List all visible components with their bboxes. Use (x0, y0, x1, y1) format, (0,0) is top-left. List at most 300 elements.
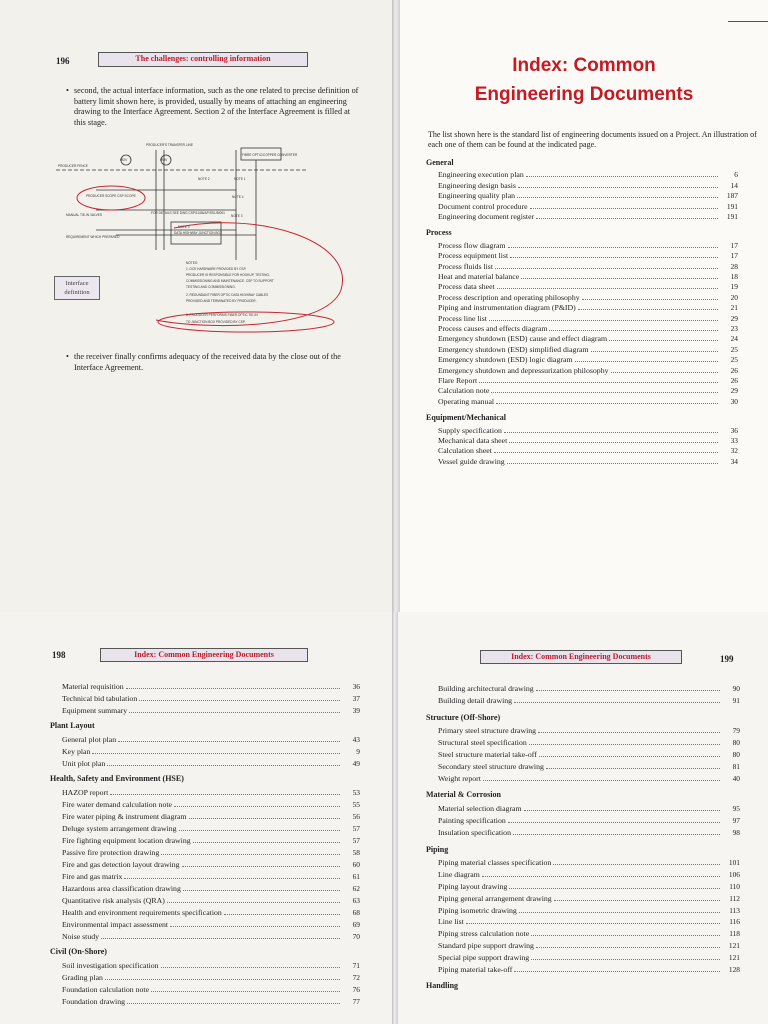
entry-label: Engineering execution plan (438, 170, 524, 180)
label-data-highway: DATA HIGHWAY JUNCTION BOX (174, 231, 223, 235)
index-entry (438, 272, 738, 281)
entry-label: Equipment summary (62, 706, 128, 715)
entry-label: Building architectural drawing (438, 684, 534, 693)
dot-leader (553, 863, 720, 865)
book-gutter-top (392, 0, 400, 612)
entry-page-number: 62 (352, 884, 360, 893)
entry-page-number: 19 (730, 282, 738, 292)
note-line: TO JUNCTION BOX PROVIDED BY CSP. (186, 320, 246, 324)
index-title-line-2: Engineering Documents (474, 84, 694, 105)
dot-leader (151, 990, 340, 992)
index-entry (62, 824, 360, 833)
dot-leader (129, 711, 340, 713)
entry-label: Calculation note (438, 386, 490, 396)
section-heading: Health, Safety and Environment (HSE) (50, 774, 184, 783)
index-entry (62, 788, 360, 797)
index-intro: The list shown here is the standard list of engineering documents issued on a Project. An illustration of each one of them can be found at the indicated page. (428, 130, 757, 149)
entry-label: Emergency shutdown (ESD) simplified diagram (438, 344, 589, 354)
entry-page-number: 25 (730, 355, 738, 365)
index-entry (438, 324, 738, 333)
dot-leader (107, 764, 340, 766)
index-entry (62, 997, 360, 1006)
label-manual-valves: MANUAL TIE-IN VALVES (66, 213, 103, 217)
index-title-line-1: Index: Common (512, 55, 656, 76)
dot-leader (183, 889, 340, 891)
dot-leader (92, 752, 340, 754)
entry-label: Fire water piping & instrument diagram (62, 812, 187, 821)
index-entry (438, 181, 738, 190)
entry-page-number: 90 (732, 684, 740, 693)
entry-page-number: 43 (352, 735, 360, 744)
entry-page-number: 60 (352, 860, 360, 869)
entry-label: Piping and instrumentation diagram (P&ID) (438, 303, 576, 313)
page-199 (398, 612, 768, 1024)
bullet-dot: • (66, 352, 69, 361)
dot-leader (224, 913, 340, 915)
dot-leader (514, 701, 720, 703)
entry-page-number: 69 (352, 920, 360, 929)
entry-page-number: 112 (729, 893, 740, 903)
entry-page-number: 80 (732, 738, 740, 748)
entry-page-number: 14 (730, 180, 738, 190)
section-heading: Structure (Off-Shore) (426, 712, 501, 722)
index-entry (62, 682, 360, 691)
entry-page-number: 187 (726, 191, 738, 201)
dot-leader (539, 755, 720, 757)
label-producer-transfer: PRODUCER'S TRANSFER LINE (146, 143, 193, 147)
dot-leader (124, 877, 340, 879)
entry-label: Piping general arrangement drawing (438, 893, 552, 903)
index-entry (438, 906, 740, 915)
entry-page-number: 79 (732, 726, 740, 736)
dot-leader (489, 319, 718, 321)
label-note-3b: NOTE 3 (178, 225, 190, 229)
entry-page-number: 72 (352, 973, 360, 982)
dot-leader (546, 767, 720, 769)
dot-leader (508, 821, 720, 823)
page-header-box: Index: Common Engineering Documents (480, 650, 682, 664)
dot-leader (536, 946, 720, 948)
index-entry (438, 202, 738, 211)
bullet-text: the receiver finally confirms adequacy of the received data by the close out of the Interface Agreement. (74, 352, 341, 372)
entry-label: Fire water demand calculation note (62, 800, 172, 809)
dot-leader (193, 841, 340, 843)
label-mov-2: MOV (160, 158, 168, 162)
entry-label: Steel structure material take-off (438, 750, 537, 759)
index-entry (62, 848, 360, 857)
entry-page-number: 53 (352, 788, 360, 797)
bullet-dot: • (66, 86, 69, 95)
entry-page-number: 36 (352, 682, 360, 691)
entry-label: Document control procedure (438, 201, 528, 211)
entry-label: Foundation drawing (62, 997, 126, 1006)
entry-page-number: 20 (730, 292, 738, 302)
dot-leader (507, 462, 718, 464)
entry-page-number: 95 (732, 804, 740, 814)
dot-leader (582, 298, 718, 300)
dot-leader (105, 978, 340, 980)
dot-leader (518, 186, 718, 188)
entry-label: Material selection diagram (438, 804, 522, 814)
entry-page-number: 98 (732, 827, 740, 837)
index-entry (438, 355, 738, 364)
section-heading: Process (426, 228, 452, 238)
label-note-3a: NOTE 3 (231, 214, 243, 218)
dot-leader (510, 256, 718, 258)
index-entry (438, 816, 740, 825)
index-entry (438, 457, 738, 466)
entry-label: Line list (438, 917, 464, 927)
index-entry (438, 941, 740, 950)
entry-page-number: 77 (352, 997, 360, 1006)
entry-label: Piping isometric drawing (438, 905, 517, 915)
entry-label: Insulation specification (438, 827, 511, 837)
entry-label: Process flow diagram (438, 240, 506, 250)
entry-label: Process causes and effects diagram (438, 324, 548, 333)
entry-page-number: 106 (728, 870, 740, 880)
index-entry (438, 894, 740, 903)
entry-page-number: 91 (732, 695, 740, 705)
entry-label: Noise study (62, 932, 100, 941)
page-header-box: The challenges: controlling information (98, 52, 308, 67)
dot-leader (513, 833, 720, 835)
note-line: TESTING AND COMMISSIONING. (186, 285, 236, 289)
index-entry (438, 366, 738, 375)
entry-page-number: 25 (730, 344, 738, 354)
dot-leader (466, 922, 720, 924)
entry-page-number: 34 (730, 456, 738, 466)
note-line: 3. PRODUCER PERFORMS FIBER OPTIC TIE-IN (186, 313, 258, 317)
entry-label: Line diagram (438, 870, 480, 880)
label-producer-scope: PRODUCER SCOPE CSP SCOPE (86, 194, 136, 198)
entry-label: Emergency shutdown and depressurization philosophy (438, 365, 609, 375)
entry-page-number: 68 (352, 908, 360, 917)
entry-label: Fire fighting equipment location drawing (62, 836, 191, 845)
entry-page-number: 30 (730, 396, 738, 406)
entry-label: Fire and gas matrix (62, 872, 123, 881)
index-entry (438, 738, 740, 747)
entry-page-number: 21 (730, 303, 738, 313)
index-entry (438, 282, 738, 291)
entry-label: Engineering document register (438, 212, 535, 221)
index-entry (438, 191, 738, 200)
entry-page-number: 36 (730, 425, 738, 435)
entry-page-number: 56 (352, 812, 360, 821)
entry-page-number: 29 (730, 386, 738, 396)
index-entry (62, 836, 360, 845)
entry-label: Deluge system arrangement drawing (62, 824, 177, 833)
section-heading: General (426, 158, 454, 167)
entry-label: Foundation calculation note (62, 985, 150, 994)
label-producer-fence: PRODUCER FENCE (58, 164, 88, 168)
dot-leader (554, 899, 720, 901)
dot-leader (189, 817, 340, 819)
entry-page-number: 33 (730, 436, 738, 445)
bullet-interface-info (66, 86, 362, 128)
label-note-2: NOTE 2 (198, 177, 210, 181)
entry-page-number: 24 (730, 334, 738, 344)
entry-page-number: 32 (730, 446, 738, 456)
index-entry (62, 908, 360, 917)
dot-leader (509, 441, 718, 443)
index-entry (438, 750, 740, 759)
note-line: COMMISSIONING AND MAINTENANCE. CSP TO SUPPORT (186, 279, 274, 283)
index-entry (438, 726, 740, 735)
dot-leader (531, 958, 720, 960)
dot-leader (495, 267, 718, 269)
note-line: 1. DCS HARDWARE PROVIDED BY CSP. (186, 267, 247, 271)
entry-page-number: 116 (729, 917, 740, 927)
note-line: PROVIDED AND TERMINATED BY PRODUCER. (186, 299, 257, 303)
page-198 (0, 612, 392, 1024)
dot-leader (536, 217, 718, 219)
index-entry (62, 920, 360, 929)
index-entry (438, 262, 738, 271)
entry-label: Emergency shutdown (ESD) cause and effect diagram (438, 334, 608, 344)
index-entry (438, 293, 738, 302)
index-entry (438, 774, 740, 783)
index-entry (438, 212, 738, 221)
entry-page-number: 26 (730, 376, 738, 385)
entry-label: Key plan (62, 747, 91, 756)
entry-label: HAZOP report (62, 788, 109, 797)
entry-page-number: 17 (730, 240, 738, 250)
note-line: 2. REDUNDANT FIBER OPTIC DATA HIGHWAY CABLES (186, 293, 269, 297)
entry-page-number: 121 (728, 941, 740, 950)
bullet-text: second, the actual interface information, such as the one related to precise definition of battery limit shown here, is provided, usually by means of attaching an engineering drawing to the Interface Agreement. Section 2 of the Interface Agreement is filled at this stage. (74, 86, 359, 127)
entry-label: Vessel guide drawing (438, 456, 505, 466)
page-196 (0, 0, 392, 612)
dot-leader (519, 911, 720, 913)
label-fibre-optic: FIBRE OPTIC/COPPER CONVERTER (242, 153, 298, 157)
dot-leader (118, 740, 340, 742)
entry-page-number: 97 (732, 816, 740, 825)
index-entry (438, 684, 740, 693)
entry-page-number: 18 (730, 272, 738, 281)
entry-label: Engineering design basis (438, 180, 516, 190)
entry-page-number: 58 (352, 848, 360, 857)
entry-page-number: 81 (732, 761, 740, 771)
entry-label: Special pipe support drawing (438, 952, 530, 962)
label-note-4: NOTE 4 (232, 195, 244, 199)
index-entry (62, 961, 360, 970)
entry-label: Passive fire protection drawing (62, 848, 160, 857)
dot-leader (549, 329, 718, 331)
dot-leader (578, 308, 718, 310)
dot-leader (479, 381, 718, 383)
dot-leader (611, 371, 719, 373)
entry-label: Process fluids list (438, 261, 494, 271)
section-heading: Civil (On-Shore) (50, 947, 107, 956)
dot-leader (497, 287, 718, 289)
entry-page-number: 121 (728, 952, 740, 962)
dot-leader (575, 360, 718, 362)
page-number: 196 (56, 56, 70, 66)
entry-label: Soil investigation specification (62, 961, 159, 970)
entry-label: Heat and material balance (438, 272, 520, 281)
entry-label: Process equipment list (438, 251, 509, 261)
dot-leader (110, 793, 340, 795)
dot-leader (591, 350, 718, 352)
index-entry (438, 953, 740, 962)
entry-label: Piping material take-off (438, 964, 513, 974)
page-number: 199 (720, 654, 734, 664)
dot-leader (491, 391, 718, 393)
index-entry (438, 436, 738, 445)
entry-label: Process data sheet (438, 282, 495, 292)
dot-leader (530, 207, 718, 209)
entry-page-number: 23 (730, 324, 738, 333)
index-entry (438, 241, 738, 250)
entry-page-number: 40 (732, 773, 740, 783)
index-entry (62, 860, 360, 869)
entry-page-number: 110 (729, 882, 740, 891)
note-line: PRODUCER IS RESPONSIBLE FOR HOOKUP, TESTING, (186, 273, 270, 277)
entry-label: Flare Report (438, 376, 478, 385)
index-entry (438, 314, 738, 323)
entry-page-number: 118 (729, 929, 740, 939)
index-entry (438, 870, 740, 879)
dot-leader (126, 687, 340, 689)
entry-label: Emergency shutdown (ESD) logic diagram (438, 355, 573, 365)
top-rule (728, 21, 768, 22)
entry-page-number: 63 (352, 896, 360, 905)
index-entry (438, 696, 740, 705)
entry-label: Environmental impact assessment (62, 920, 169, 929)
entry-page-number: 191 (726, 201, 738, 211)
entry-page-number: 17 (730, 251, 738, 261)
entry-label: Quantitative risk analysis (QRA) (62, 896, 165, 905)
dot-leader (167, 901, 340, 903)
entry-label: Hazardous area classification drawing (62, 884, 181, 893)
entry-page-number: 39 (352, 706, 360, 715)
index-entry (438, 334, 738, 343)
dot-leader (483, 779, 720, 781)
dot-leader (496, 402, 718, 404)
interface-definition-note: Interface definition (54, 276, 100, 300)
dot-leader (170, 925, 340, 927)
entry-label: General plot plan (62, 735, 117, 744)
label-mov-1: MOV (120, 158, 128, 162)
entry-page-number: 128 (728, 964, 740, 974)
entry-page-number: 55 (352, 800, 360, 809)
index-entry (62, 694, 360, 703)
entry-page-number: 9 (356, 747, 360, 756)
entry-label: Supply specification (438, 425, 502, 435)
index-entry (438, 170, 738, 179)
entry-page-number: 101 (728, 858, 740, 868)
entry-label: Fire and gas detection layout drawing (62, 860, 180, 869)
index-entry (62, 896, 360, 905)
page-197 (400, 0, 768, 612)
dot-leader (517, 196, 718, 198)
entry-page-number: 37 (352, 694, 360, 703)
entry-page-number: 49 (352, 759, 360, 768)
index-entry (438, 965, 740, 974)
entry-label: Operating manual (438, 396, 495, 406)
index-entry (438, 858, 740, 867)
entry-page-number: 76 (352, 985, 360, 994)
entry-label: Secondary steel structure drawing (438, 761, 544, 771)
page-header-box: Index: Common Engineering Documents (100, 648, 308, 662)
section-heading: Handling (426, 981, 459, 991)
index-entry (62, 735, 360, 744)
section-heading: Piping (426, 844, 449, 854)
entry-page-number: 6 (734, 170, 738, 180)
dot-leader (179, 829, 340, 831)
entry-page-number: 29 (730, 313, 738, 323)
dot-leader (521, 277, 718, 279)
dot-leader (508, 246, 718, 248)
entry-page-number: 28 (730, 261, 738, 271)
entry-page-number: 71 (352, 961, 360, 970)
entry-label: Standard pipe support drawing (438, 941, 534, 950)
index-entry (438, 882, 740, 891)
entry-label: Piping stress calculation note (438, 929, 530, 939)
index-entry (438, 762, 740, 771)
entry-label: Structural steel specification (438, 738, 527, 748)
index-entry (62, 747, 360, 756)
index-entry (62, 759, 360, 768)
dot-leader (526, 175, 718, 177)
dot-leader (524, 809, 720, 811)
index-entry (438, 386, 738, 395)
dot-leader (514, 970, 720, 972)
entry-label: Piping layout drawing (438, 882, 508, 891)
dot-leader (538, 731, 720, 733)
index-entry (438, 251, 738, 260)
entry-label: Grading plan (62, 973, 103, 982)
index-entry (438, 397, 738, 406)
entry-label: Unit plot plan (62, 759, 106, 768)
index-entry (438, 446, 738, 455)
index-entry (438, 376, 738, 385)
dot-leader (174, 805, 340, 807)
index-entry (438, 828, 740, 837)
entry-label: Health and environment requirements specification (62, 908, 222, 917)
index-entry (62, 932, 360, 941)
entry-page-number: 57 (352, 824, 360, 833)
entry-page-number: 191 (726, 212, 738, 221)
dot-leader (161, 853, 340, 855)
page-number: 198 (52, 650, 66, 660)
index-entry (62, 812, 360, 821)
entry-page-number: 113 (729, 905, 740, 915)
index-entry (438, 345, 738, 354)
entry-label: Process line list (438, 313, 487, 323)
index-entry (62, 872, 360, 881)
dot-leader (529, 743, 720, 745)
entry-label: Process description and operating philosophy (438, 292, 580, 302)
index-entry (438, 426, 738, 435)
label-requirement: REQUIREMENT WHICH PREPARED (66, 235, 120, 239)
entry-page-number: 61 (352, 872, 360, 881)
entry-label: Primary steel structure drawing (438, 726, 537, 736)
dot-leader (161, 966, 340, 968)
entry-page-number: 57 (352, 836, 360, 845)
section-heading: Plant Layout (50, 721, 95, 730)
dot-leader (482, 875, 720, 877)
bullet-receiver-confirms (66, 352, 364, 373)
index-entry (438, 303, 738, 312)
label-note-1: NOTE 1 (234, 177, 246, 181)
entry-label: Building detail drawing (438, 695, 513, 705)
index-entry (438, 917, 740, 926)
dot-leader (609, 339, 718, 341)
dot-leader (101, 937, 340, 939)
index-entry (62, 706, 360, 715)
notes-title: NOTES: (186, 261, 198, 265)
